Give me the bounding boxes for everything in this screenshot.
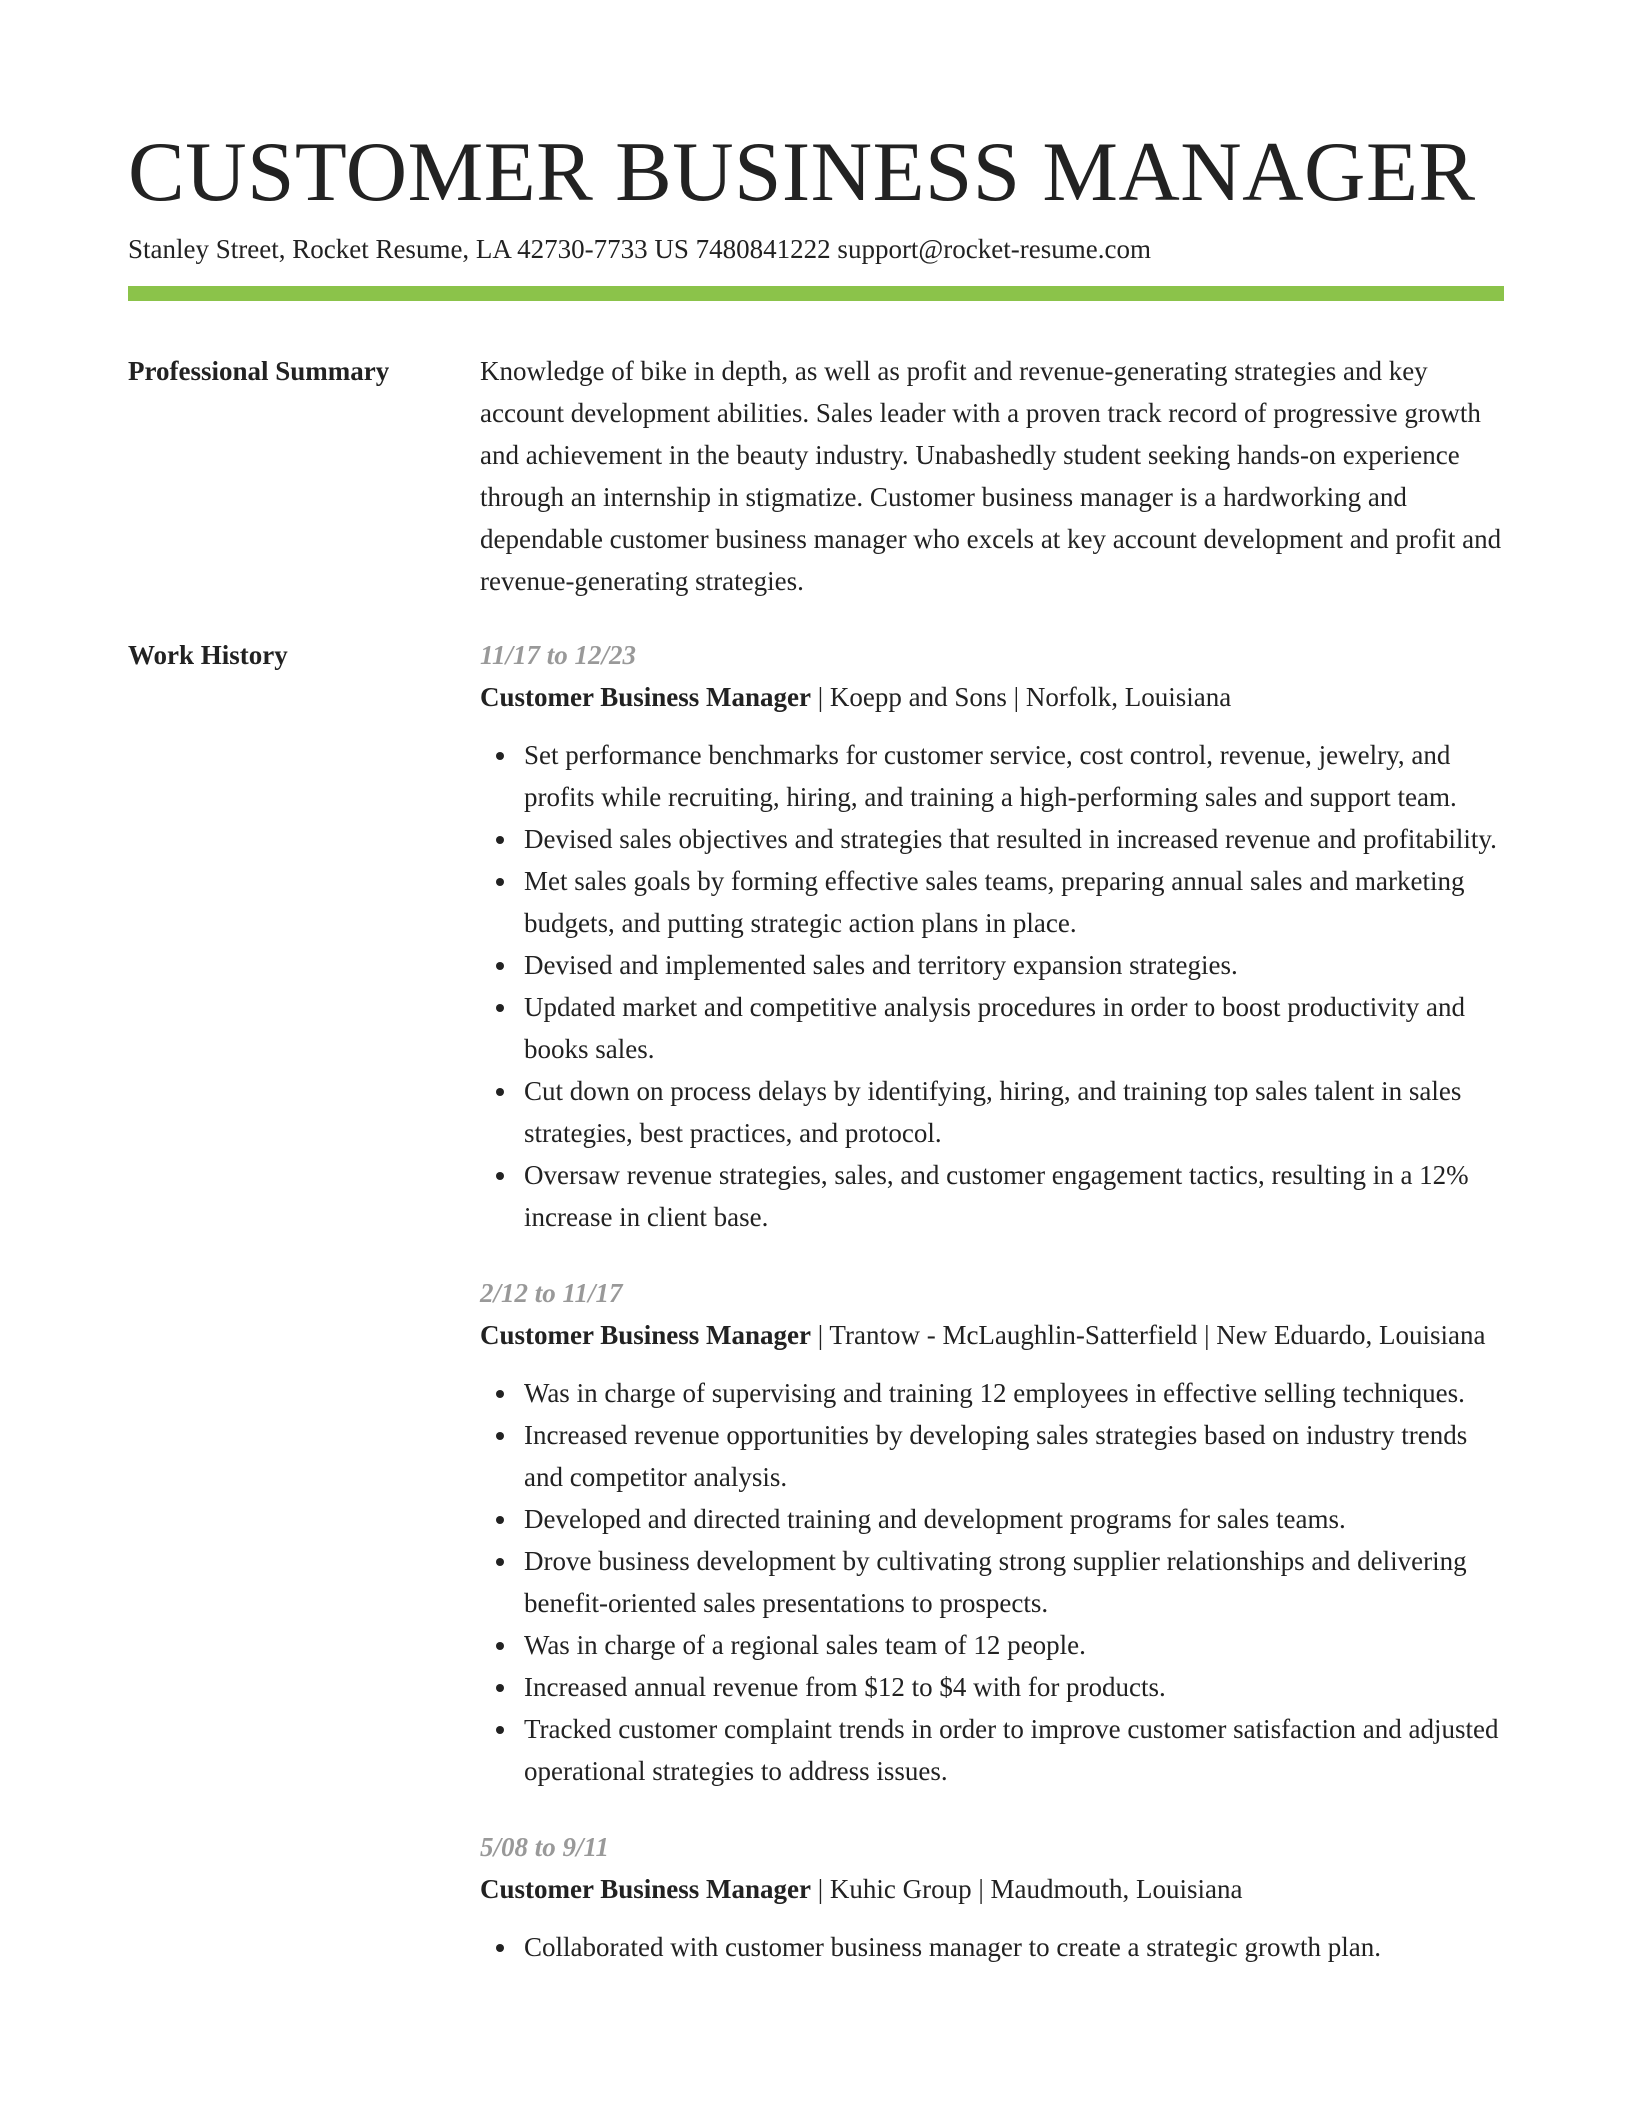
section-title: Work History [128, 640, 288, 670]
job-details: | Koepp and Sons | Norfolk, Louisiana [811, 682, 1232, 712]
job-entry [480, 634, 1504, 1238]
list-item: Was in charge of supervising and training 12 employees in effective selling techniques. [524, 1372, 1504, 1414]
list-item: Tracked customer complaint trends in order to improve customer satisfaction and adjusted operational strategies to address issues. [524, 1708, 1504, 1792]
job-dates: 2/12 to 11/17 [480, 1278, 623, 1308]
job-line [480, 1868, 1504, 1910]
list-item: Oversaw revenue strategies, sales, and customer engagement tactics, resulting in a 12% increase in client base. [524, 1154, 1504, 1238]
summary-text: Knowledge of bike in depth, as well as profit and revenue-generating strategies and key account development abilities. Sales leader with a proven track record of progressive growth and achievement in the beauty industry. Unabashedly student seeking hands-on experience through an internship in stigmatize. Customer business manager is a hardworking and dependable customer business manager who excels at key account development and profit and revenue-generating strategies. [480, 356, 1502, 596]
job-entry [480, 1272, 1504, 1792]
section-body [480, 350, 1504, 602]
job-role: Customer Business Manager [480, 1320, 812, 1350]
list-item: Devised and implemented sales and territory expansion strategies. [524, 944, 1504, 986]
job-details: | Kuhic Group | Maudmouth, Louisiana [811, 1874, 1243, 1904]
list-item: Devised sales objectives and strategies that resulted in increased revenue and profitability. [524, 818, 1504, 860]
list-item: Developed and directed training and development programs for sales teams. [524, 1498, 1504, 1540]
job-line [480, 676, 1504, 718]
job-line [480, 1314, 1504, 1356]
job-dates: 11/17 to 12/23 [480, 640, 637, 670]
list-item: Increased revenue opportunities by developing sales strategies based on industry trends and competitor analysis. [524, 1414, 1504, 1498]
list-item: Was in charge of a regional sales team of 12 people. [524, 1624, 1504, 1666]
job-entry [480, 1826, 1504, 1968]
list-item: Updated market and competitive analysis procedures in order to boost productivity and books sales. [524, 986, 1504, 1070]
job-role: Customer Business Manager [480, 1874, 812, 1904]
list-item: Met sales goals by forming effective sales teams, preparing annual sales and marketing budgets, and putting strategic action plans in place. [524, 860, 1504, 944]
section-body [480, 634, 1504, 2002]
list-item: Cut down on process delays by identifying, hiring, and training top sales talent in sales strategies, best practices, and protocol. [524, 1070, 1504, 1154]
header-divider [128, 286, 1504, 301]
list-item: Drove business development by cultivating strong supplier relationships and delivering benefit-oriented sales presentations to prospects. [524, 1540, 1504, 1624]
contact-line: Stanley Street, Rocket Resume, LA 42730-7733 US 7480841222 support@rocket-resume.com [128, 234, 1151, 264]
list-item: Collaborated with customer business manager to create a strategic growth plan. [524, 1926, 1504, 1968]
job-bullets [480, 1926, 1504, 1968]
job-dates: 5/08 to 9/11 [480, 1832, 610, 1862]
job-details: | Trantow - McLaughlin-Satterfield | New Eduardo, Louisiana [811, 1320, 1486, 1350]
job-role: Customer Business Manager [480, 682, 812, 712]
list-item: Set performance benchmarks for customer service, cost control, revenue, jewelry, and profits while recruiting, hiring, and training a high-performing sales and support team. [524, 734, 1504, 818]
section-title: Professional Summary [128, 356, 390, 386]
job-bullets [480, 1372, 1504, 1792]
job-bullets [480, 734, 1504, 1238]
candidate-title: CUSTOMER BUSINESS MANAGER [128, 125, 1476, 219]
list-item: Increased annual revenue from $12 to $4 with for products. [524, 1666, 1504, 1708]
